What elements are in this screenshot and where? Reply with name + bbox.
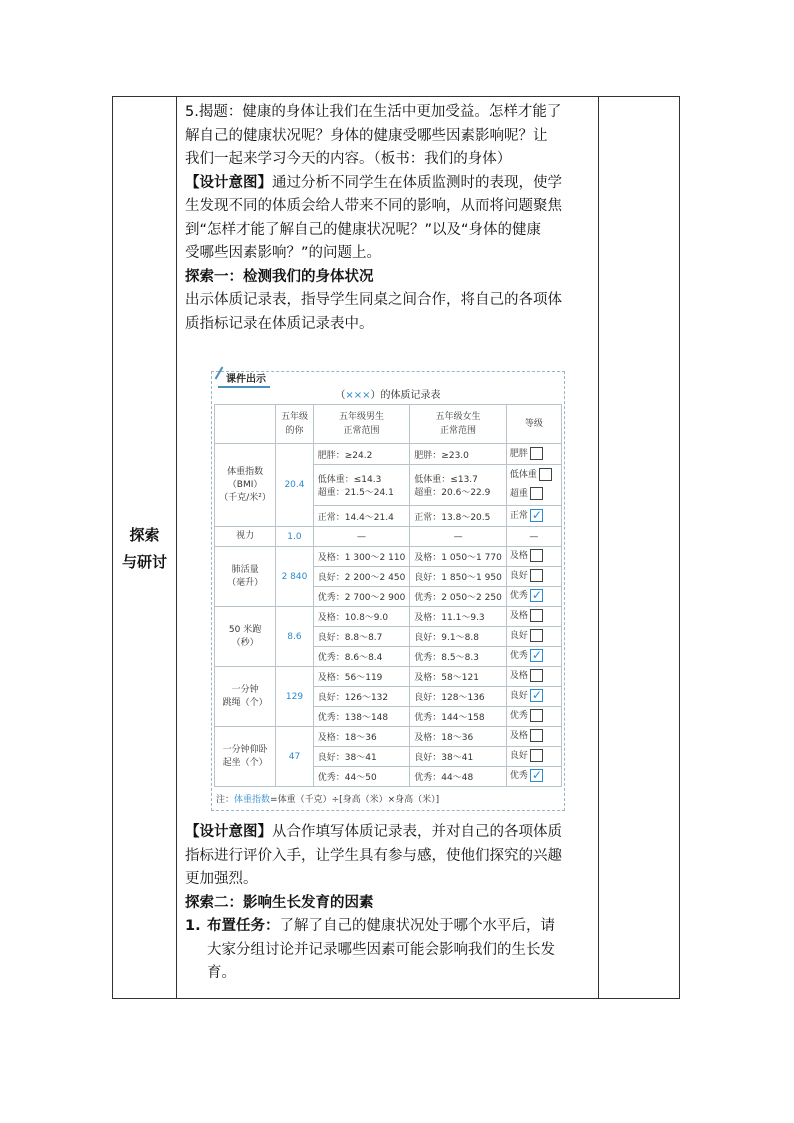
grade-cell: 优秀 (506, 707, 561, 727)
table-row (215, 727, 562, 747)
table-row (215, 444, 562, 465)
metric-label: 一分钟仰卧 起坐（个） (215, 727, 276, 787)
grade-cell: — (506, 527, 561, 547)
grade-cell: 良好✓ (506, 687, 561, 707)
grade-cell: 正常✓ (506, 506, 561, 527)
table-header-row (215, 405, 562, 444)
grade-cell: 良好 (506, 567, 561, 587)
design-intent-tag: 【设计意图】 (185, 824, 272, 840)
girl-range: 良好：38～41 (410, 747, 507, 767)
para-line: 解自己的健康状况呢？身体的健康受哪些因素影响呢？让 (185, 127, 548, 144)
boy-range: — (313, 527, 410, 547)
header-cell (215, 405, 276, 444)
checked-box[interactable] (530, 509, 543, 522)
header-cell: 五年级 的你 (276, 405, 314, 444)
girl-range: 及格：1 050～1 770 (410, 547, 507, 567)
grade-cell: 优秀✓ (506, 587, 561, 607)
checkbox[interactable] (530, 709, 543, 722)
explore2-title: 探索二：影响生长发育的因素 (185, 894, 374, 911)
boy-range: 及格：10.8～9.0 (313, 607, 410, 627)
metric-value: 47 (276, 727, 314, 787)
girl-range: 良好：9.1～8.8 (410, 627, 507, 647)
girl-range: 及格：11.1～9.3 (410, 607, 507, 627)
record-table-title: （×××）的体质记录表 (335, 390, 441, 401)
table-row (215, 547, 562, 567)
metric-value: 8.6 (276, 607, 314, 667)
para-line: 5.揭题：健康的身体让我们在生活中更加受益。怎样才能了 (185, 104, 562, 120)
column-divider (598, 97, 599, 998)
checked-box[interactable] (530, 589, 543, 602)
checked-box[interactable] (530, 689, 543, 702)
grade-cell: 良好 (506, 747, 561, 767)
boy-range: 及格：18～36 (313, 727, 410, 747)
boy-range: 良好：2 200～2 450 (313, 567, 410, 587)
grade-cell: 及格 (506, 667, 561, 687)
girl-range: 及格：18～36 (410, 727, 507, 747)
metric-label: 视力 (215, 527, 276, 547)
table-row (215, 527, 562, 547)
boy-range: 良好：38～41 (313, 747, 410, 767)
girl-range: 优秀：44～48 (410, 767, 507, 787)
courseware-tag: 课件出示 (218, 370, 270, 388)
boy-range: 肥胖：≥24.2 (313, 444, 410, 465)
boy-range: 良好：8.8～8.7 (313, 627, 410, 647)
checked-box[interactable] (530, 769, 543, 782)
girl-range: 良好：128～136 (410, 687, 507, 707)
checkbox[interactable] (539, 468, 552, 481)
checkbox[interactable] (530, 447, 543, 460)
checkbox[interactable] (530, 487, 543, 500)
girl-range: 低体重：≤13.7 超重：20.6～22.9 (410, 465, 507, 506)
explore1-title: 探索一：检测我们的身体状况 (185, 268, 374, 285)
boy-range: 正常：14.4～21.4 (313, 506, 410, 527)
fitness-record-table (214, 404, 562, 787)
metric-label: 50 米跑 （秒） (215, 607, 276, 667)
checkbox[interactable] (530, 549, 543, 562)
checkbox[interactable] (530, 629, 543, 642)
para-line: 我们一起来学习今天的内容。（板书：我们的身体） (185, 151, 512, 167)
boy-range: 优秀：44～50 (313, 767, 410, 787)
metric-value: 1.0 (276, 527, 314, 547)
bmi-note: 注：体重指数=体重（千克）÷[身高（米）×身高（米）] (216, 795, 440, 805)
checkbox[interactable] (530, 669, 543, 682)
boy-range: 及格：56～119 (313, 667, 410, 687)
header-cell: 五年级女生 正常范围 (410, 405, 507, 444)
design-intent-line: 【设计意图】通过分析不同学生在体质监测时的表现，使学 (185, 174, 562, 191)
design-intent-line: 【设计意图】从合作填写体质记录表，并对自己的各项体质 (185, 824, 562, 840)
table-row (215, 667, 562, 687)
girl-range: 良好：1 850～1 950 (410, 567, 507, 587)
grade-cell: 及格 (506, 607, 561, 627)
girl-range: 及格：58～121 (410, 667, 507, 687)
checkbox[interactable] (530, 749, 543, 762)
grade-cell: 低体重 超重 (506, 465, 561, 506)
girl-range: 优秀：8.5～8.3 (410, 647, 507, 667)
grade-cell: 优秀✓ (506, 647, 561, 667)
grade-cell: 肥胖 (506, 444, 561, 465)
grade-cell: 优秀✓ (506, 767, 561, 787)
boy-range: 优秀：2 700～2 900 (313, 587, 410, 607)
metric-label: 一分钟 跳绳（个） (215, 667, 276, 727)
boy-range: 及格：1 300～2 110 (313, 547, 410, 567)
fitness-record-card (211, 371, 565, 811)
checkbox[interactable] (530, 569, 543, 582)
grade-cell: 及格 (506, 547, 561, 567)
header-cell: 五年级男生 正常范围 (313, 405, 410, 444)
boy-range: 良好：126～132 (313, 687, 410, 707)
section-label: 探索 与研讨 (121, 526, 167, 571)
girl-range: 优秀：2 050～2 250 (410, 587, 507, 607)
checkbox[interactable] (530, 609, 543, 622)
metric-value: 20.4 (276, 444, 314, 527)
checked-box[interactable] (530, 649, 543, 662)
header-cell: 等级 (506, 405, 561, 444)
boy-range: 优秀：138～148 (313, 707, 410, 727)
column-divider (176, 97, 177, 998)
boy-range: 优秀：8.6～8.4 (313, 647, 410, 667)
metric-value: 129 (276, 667, 314, 727)
girl-range: — (410, 527, 507, 547)
metric-label: 肺活量 （毫升） (215, 547, 276, 607)
metric-value: 2 840 (276, 547, 314, 607)
grade-cell: 及格 (506, 727, 561, 747)
girl-range: 肥胖：≥23.0 (410, 444, 507, 465)
table-row (215, 607, 562, 627)
design-intent-tag: 【设计意图】 (185, 174, 272, 191)
checkbox[interactable] (530, 729, 543, 742)
lesson-table: 探索 与研讨 5.揭题：健康的身体让我们在生活中更加受益。怎样才能了 解自己的健康状况呢？身体的健康受哪些因素影响呢？让 我们一起来学习今天的内容。（板书：我们的身体） 【设计意图】通过分析不同学生在体质监测时的表现，使学 生发现不同的体质会给人带来不同的影响，从而将问题聚焦 到“怎样才能了解自己的健康状况呢？”以及“身体的健康 受哪些因素影响？”的问题上。 探索一：检测我们的身体状况 出示体质记录表，指导学生同桌之间合作，将自己的各项体 质指标记录在体质记录表中。 【设计意图】从合作填写体质记录表，并对自己的各项体质 指标进行评价入手，让学生具有参与感，使他们探究的兴趣 更加强烈。 探索二：影响生长发育的因素 1. 布置任务：了解了自己的健康状况处于哪个水平后，请 大家分组讨论并记录哪些因素可能会影响我们的生长发 育。 (112, 96, 680, 999)
grade-cell: 良好 (506, 627, 561, 647)
girl-range: 正常：13.8～20.5 (410, 506, 507, 527)
metric-label: 体重指数 （BMI） （千克/米²） (215, 444, 276, 527)
boy-range: 低体重：≤14.3 超重：21.5～24.1 (313, 465, 410, 506)
girl-range: 优秀：144～158 (410, 707, 507, 727)
